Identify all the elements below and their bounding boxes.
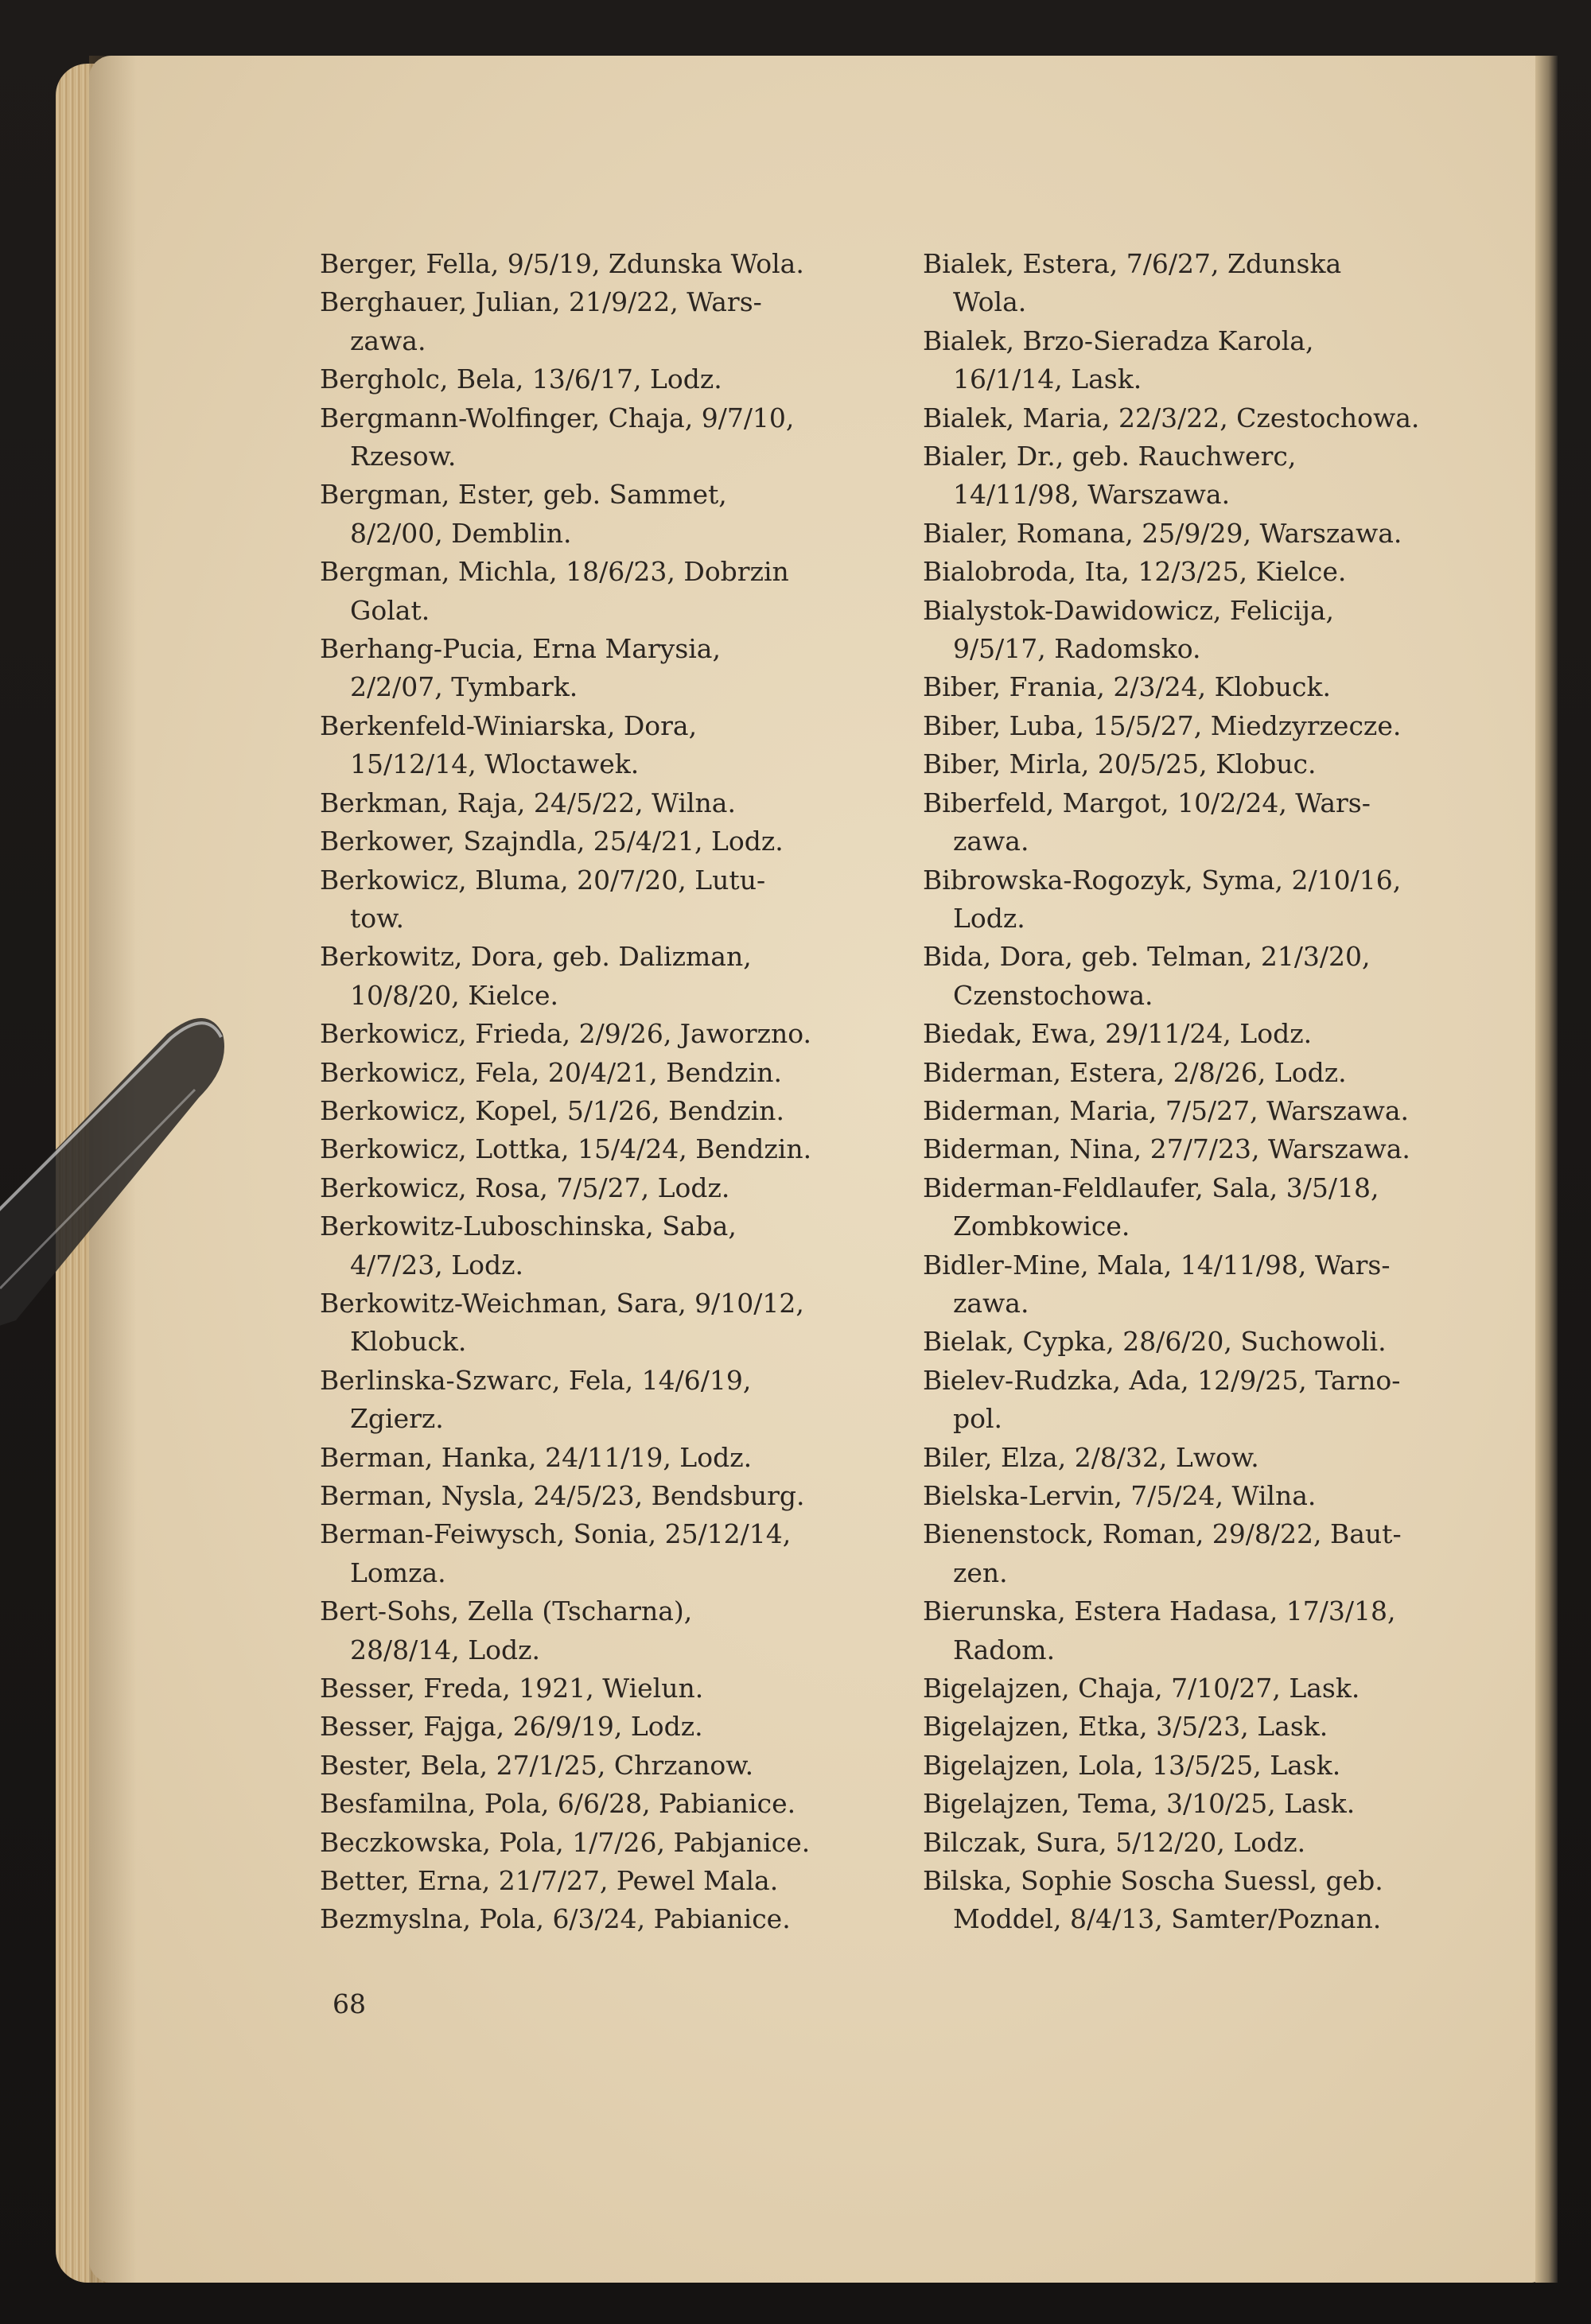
list-entry	[320, 1439, 886, 1477]
plastic-bookmark-clip	[0, 1002, 286, 1336]
list-entry	[923, 592, 1496, 669]
entry-continuation: Rzesow.	[350, 441, 457, 472]
list-entry	[923, 707, 1496, 745]
list-entry	[320, 283, 886, 360]
entry-line: Berman, Hanka, 24/11/19, Lodz.	[320, 1441, 753, 1473]
entry-line: Better, Erna, 21/7/27, Pewel Mala.	[320, 1865, 779, 1897]
entry-continuation: Golat.	[350, 594, 430, 626]
entry-line: Bergholc, Bela, 13/6/17, Lodz.	[320, 363, 722, 395]
list-entry	[923, 1824, 1496, 1862]
list-entry	[320, 1592, 886, 1669]
list-entry	[923, 1669, 1496, 1708]
entry-line: Biderman, Maria, 7/5/27, Warszawa.	[923, 1094, 1409, 1126]
entry-line: Berman, Nysla, 24/5/23, Bendsburg.	[320, 1480, 805, 1511]
list-entry	[923, 322, 1496, 399]
list-entry	[923, 553, 1496, 591]
entry-line: Bielska-Lervin, 7/5/24, Wilna.	[923, 1480, 1317, 1511]
list-entry	[320, 360, 886, 398]
entry-line: Bergman, Ester, geb. Sammet,	[320, 479, 727, 511]
list-entry	[923, 784, 1496, 861]
list-entry	[320, 1669, 886, 1708]
entry-line: Berkowicz, Fela, 20/4/21, Bendzin.	[320, 1056, 782, 1088]
entry-line: Biderman, Estera, 2/8/26, Lodz.	[923, 1056, 1347, 1088]
entry-continuation: 28/8/14, Lodz.	[350, 1634, 540, 1665]
entry-continuation: tow.	[350, 902, 404, 934]
entry-line: Bialer, Dr., geb. Rauchwerc,	[923, 441, 1297, 472]
list-entry	[923, 1015, 1496, 1053]
entry-line: Bidler-Mine, Mala, 14/11/98, Wars-	[923, 1249, 1391, 1281]
entry-line: Bigelajzen, Lola, 13/5/25, Lask.	[923, 1749, 1341, 1781]
list-entry	[320, 1747, 886, 1785]
list-entry	[320, 399, 886, 476]
list-entry	[320, 1015, 886, 1053]
entry-continuation: Moddel, 8/4/13, Samter/Poznan.	[953, 1903, 1382, 1935]
list-entry	[320, 938, 886, 1015]
entry-line: Bergman, Michla, 18/6/23, Dobrzin	[320, 556, 789, 588]
entry-line: Bergmann-Wolfinger, Chaja, 9/7/10,	[320, 402, 795, 433]
list-entry	[923, 1592, 1496, 1669]
entry-continuation: Radom.	[953, 1634, 1056, 1665]
entry-line: Biler, Elza, 2/8/32, Lwow.	[923, 1441, 1259, 1473]
entry-continuation: 8/2/00, Demblin.	[350, 517, 572, 549]
list-entry	[320, 861, 886, 939]
entry-line: Biberfeld, Margot, 10/2/24, Wars-	[923, 787, 1371, 818]
entry-line: Bida, Dora, geb. Telman, 21/3/20,	[923, 941, 1371, 973]
list-entry	[320, 784, 886, 822]
entry-line: Berkowicz, Frieda, 2/9/26, Jaworzno.	[320, 1018, 812, 1050]
list-entry	[320, 1130, 886, 1168]
entry-line: Berkowicz, Lottka, 15/4/24, Bendzin.	[320, 1133, 812, 1165]
entry-continuation: Wola.	[953, 286, 1027, 318]
list-entry	[923, 745, 1496, 783]
entry-line: Bierunska, Estera Hadasa, 17/3/18,	[923, 1595, 1396, 1627]
list-entry	[320, 1207, 886, 1284]
list-entry	[320, 1169, 886, 1207]
entry-continuation: Lomza.	[350, 1556, 446, 1588]
entry-continuation: 14/11/98, Warszawa.	[953, 479, 1231, 511]
entry-line: Bialystok-Dawidowicz, Felicija,	[923, 594, 1335, 626]
entry-line: Bienenstock, Roman, 29/8/22, Baut-	[923, 1518, 1402, 1550]
entry-continuation: zen.	[953, 1556, 1008, 1588]
list-entry	[320, 1054, 886, 1092]
entry-line: Bialer, Romana, 25/9/29, Warszawa.	[923, 517, 1402, 549]
entry-continuation: Czenstochowa.	[953, 979, 1153, 1011]
entry-line: Bialobroda, Ita, 12/3/25, Kielce.	[923, 556, 1347, 588]
entry-line: Bester, Bela, 27/1/25, Chrzanow.	[320, 1749, 754, 1781]
list-entry	[320, 1092, 886, 1130]
entry-line: Bibrowska-Rogozyk, Syma, 2/10/16,	[923, 864, 1402, 896]
list-entry	[923, 1862, 1496, 1939]
entry-line: Biber, Luba, 15/5/27, Miedzyrzecze.	[923, 709, 1402, 741]
right-column	[923, 245, 1496, 1939]
list-entry	[320, 1362, 886, 1439]
entry-line: Biber, Frania, 2/3/24, Klobuck.	[923, 671, 1332, 703]
entry-line: Berghauer, Julian, 21/9/22, Wars-	[320, 286, 762, 318]
list-entry	[320, 1862, 886, 1900]
list-entry	[320, 1900, 886, 1938]
list-entry	[923, 1054, 1496, 1092]
entry-line: Biderman, Nina, 27/7/23, Warszawa.	[923, 1133, 1410, 1165]
entry-continuation: zawa.	[953, 826, 1029, 857]
entry-continuation: zawa.	[953, 1287, 1029, 1319]
entry-continuation: Klobuck.	[350, 1326, 467, 1358]
entry-line: Berkowitz-Luboschinska, Saba,	[320, 1211, 737, 1242]
entry-line: Berkowitz-Weichman, Sara, 9/10/12,	[320, 1287, 804, 1319]
entry-line: Bezmyslna, Pola, 6/3/24, Pabianice.	[320, 1903, 791, 1935]
entry-line: Bialek, Maria, 22/3/22, Czestochowa.	[923, 402, 1420, 433]
list-entry	[923, 1747, 1496, 1785]
list-entry	[923, 1362, 1496, 1439]
entry-line: Bielak, Cypka, 28/6/20, Suchowoli.	[923, 1326, 1387, 1358]
entry-line: Berkowicz, Bluma, 20/7/20, Lutu-	[320, 864, 766, 896]
list-entry	[923, 515, 1496, 553]
entry-line: Berkower, Szajndla, 25/4/21, Lodz.	[320, 826, 784, 857]
list-entry	[923, 1169, 1496, 1246]
entry-continuation: Lodz.	[953, 902, 1025, 934]
page-number: 68	[333, 1988, 366, 2019]
entry-line: Bielev-Rudzka, Ada, 12/9/25, Tarno-	[923, 1364, 1401, 1396]
entry-line: Berman-Feiwysch, Sonia, 25/12/14,	[320, 1518, 792, 1550]
list-entry	[923, 1785, 1496, 1823]
entry-line: Besfamilna, Pola, 6/6/28, Pabianice.	[320, 1788, 796, 1820]
entry-line: Beczkowska, Pola, 1/7/26, Pabjanice.	[320, 1826, 811, 1858]
entry-line: Berhang-Pucia, Erna Marysia,	[320, 633, 721, 665]
list-entry	[320, 1708, 886, 1746]
entry-line: Bialek, Brzo-Sieradza Karola,	[923, 325, 1314, 356]
entry-continuation: zawa.	[350, 325, 426, 356]
entry-line: Biber, Mirla, 20/5/25, Klobuc.	[923, 748, 1317, 780]
entry-line: Berlinska-Szwarc, Fela, 14/6/19,	[320, 1364, 752, 1396]
list-entry	[320, 630, 886, 707]
list-entry	[320, 707, 886, 784]
entry-continuation: pol.	[953, 1403, 1003, 1435]
entry-line: Bilczak, Sura, 5/12/20, Lodz.	[923, 1826, 1306, 1858]
entry-continuation: Zombkowice.	[953, 1211, 1130, 1242]
list-entry	[320, 245, 886, 283]
entry-continuation: 15/12/14, Wloctawek.	[350, 748, 640, 780]
entry-line: Bert-Sohs, Zella (Tscharna),	[320, 1595, 693, 1627]
list-entry	[320, 1515, 886, 1592]
entry-line: Bigelajzen, Chaja, 7/10/27, Lask.	[923, 1673, 1360, 1704]
entry-line: Bigelajzen, Etka, 3/5/23, Lask.	[923, 1711, 1328, 1743]
entry-line: Berkowicz, Rosa, 7/5/27, Lodz.	[320, 1172, 730, 1203]
list-entry	[923, 861, 1496, 939]
list-entry	[320, 1477, 886, 1515]
list-entry	[923, 399, 1496, 437]
list-entry	[923, 938, 1496, 1015]
list-entry	[320, 1785, 886, 1823]
list-entry	[923, 1246, 1496, 1323]
list-entry	[923, 1092, 1496, 1130]
entry-line: Berkowitz, Dora, geb. Dalizman,	[320, 941, 752, 973]
entry-line: Besser, Freda, 1921, Wielun.	[320, 1673, 704, 1704]
entry-continuation: 9/5/17, Radomsko.	[953, 633, 1201, 665]
list-entry	[923, 1130, 1496, 1168]
entry-line: Biderman-Feldlaufer, Sala, 3/5/18,	[923, 1172, 1379, 1203]
entry-continuation: Zgierz.	[350, 1403, 444, 1435]
entry-continuation: 10/8/20, Kielce.	[350, 979, 558, 1011]
list-entry	[923, 1439, 1496, 1477]
entry-line: Bigelajzen, Tema, 3/10/25, Lask.	[923, 1788, 1356, 1820]
entry-line: Berger, Fella, 9/5/19, Zdunska Wola.	[320, 248, 804, 279]
list-entry	[923, 245, 1496, 322]
entry-line: Berkman, Raja, 24/5/22, Wilna.	[320, 787, 736, 818]
left-column	[320, 245, 886, 1939]
list-entry	[923, 668, 1496, 706]
list-entry	[923, 1515, 1496, 1592]
entry-continuation: 4/7/23, Lodz.	[350, 1249, 523, 1281]
entry-line: Berkenfeld-Winiarska, Dora,	[320, 709, 698, 741]
entry-continuation: 2/2/07, Tymbark.	[350, 671, 578, 703]
entry-line: Besser, Fajga, 26/9/19, Lodz.	[320, 1711, 703, 1743]
list-entry	[320, 1824, 886, 1862]
entry-line: Bilska, Sophie Soscha Suessl, geb.	[923, 1865, 1383, 1897]
list-entry	[923, 437, 1496, 515]
list-entry	[320, 476, 886, 553]
list-entry	[320, 822, 886, 861]
list-entry	[923, 1323, 1496, 1361]
list-entry	[320, 1284, 886, 1362]
entry-line: Biedak, Ewa, 29/11/24, Lodz.	[923, 1018, 1313, 1050]
entry-line: Bialek, Estera, 7/6/27, Zdunska	[923, 248, 1342, 279]
entry-line: Berkowicz, Kopel, 5/1/26, Bendzin.	[320, 1094, 784, 1126]
entry-continuation: 16/1/14, Lask.	[953, 363, 1142, 395]
list-entry	[923, 1477, 1496, 1515]
list-entry	[320, 553, 886, 630]
book-spine-edge	[1535, 56, 1558, 2283]
list-entry	[923, 1708, 1496, 1746]
